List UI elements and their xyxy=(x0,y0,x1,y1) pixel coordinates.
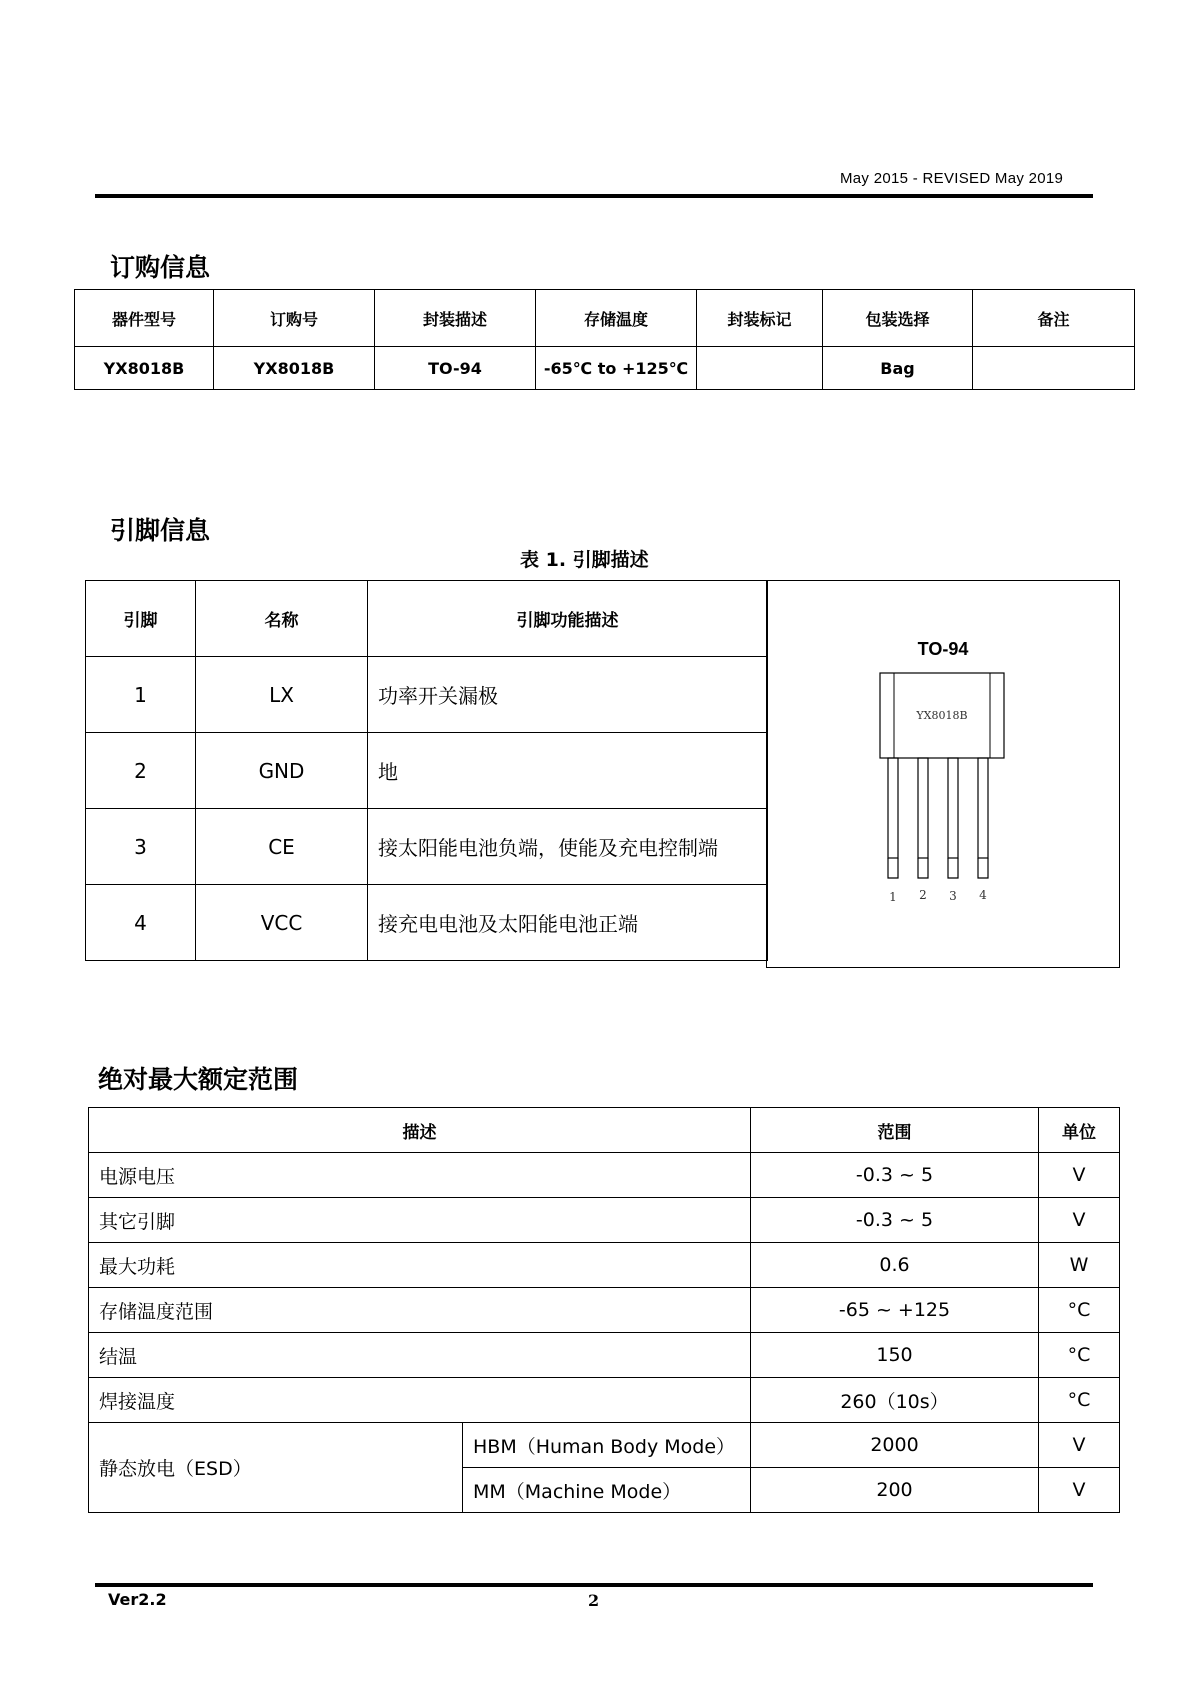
param-range: -0.3 ~ 5 xyxy=(751,1153,1039,1198)
pin-info-title: 引脚信息 xyxy=(110,516,211,545)
storage-temp: -65℃ to +125℃ xyxy=(536,347,697,390)
param-range: 150 xyxy=(751,1333,1039,1378)
ordering-header-row xyxy=(75,290,1135,347)
ordering-col-header: 包装选择 xyxy=(823,290,973,347)
param-desc: 焊接温度 xyxy=(89,1378,751,1423)
esd-value: 200 xyxy=(751,1468,1039,1513)
esd-value: 2000 xyxy=(751,1423,1039,1468)
table-row xyxy=(89,1333,1120,1378)
esd-mode: MM（Machine Mode） xyxy=(463,1468,751,1513)
param-desc: 结温 xyxy=(89,1333,751,1378)
pin-number: 3 xyxy=(86,809,196,885)
ordering-col-header: 备注 xyxy=(973,290,1135,347)
lead-2 xyxy=(918,758,928,858)
table-row xyxy=(86,657,768,733)
ordering-col-header: 存储温度 xyxy=(536,290,697,347)
table-caption: 表 1. 引脚描述 xyxy=(520,549,649,571)
device-model: YX8018B xyxy=(75,347,214,390)
table-row xyxy=(89,1153,1120,1198)
abs-max-col-header: 描述 xyxy=(89,1108,751,1153)
param-desc: 电源电压 xyxy=(89,1153,751,1198)
pin-label: 4 xyxy=(979,888,987,902)
pin-number: 2 xyxy=(86,733,196,809)
table-row xyxy=(75,347,1135,390)
package-title: TO-94 xyxy=(917,639,969,659)
to94-package-diagram xyxy=(767,581,1119,967)
param-desc: 最大功耗 xyxy=(89,1243,751,1288)
pin-function: 接太阳能电池负端，使能及充电控制端 xyxy=(368,809,768,885)
table-row xyxy=(89,1243,1120,1288)
lead-tip-4 xyxy=(978,858,988,878)
table-row xyxy=(86,885,768,961)
param-range: 0.6 xyxy=(751,1243,1039,1288)
lead-tip-3 xyxy=(948,858,958,878)
esd-mode: HBM（Human Body Mode） xyxy=(463,1423,751,1468)
pin-col-header: 引脚 xyxy=(86,581,196,657)
pin-function: 接充电电池及太阳能电池正端 xyxy=(368,885,768,961)
package-figure xyxy=(766,580,1120,968)
page-number: 2 xyxy=(588,1591,600,1610)
esd-label: 静态放电（ESD） xyxy=(89,1423,463,1513)
lead-tip-2 xyxy=(918,858,928,878)
lead-3 xyxy=(948,758,958,858)
package-leads xyxy=(888,758,988,878)
version-label: Ver2.2 xyxy=(108,1590,167,1609)
table-row xyxy=(86,809,768,885)
abs-max-col-header: 范围 xyxy=(751,1108,1039,1153)
pin-table xyxy=(85,580,768,961)
packing-option: Bag xyxy=(823,347,973,390)
param-unit: V xyxy=(1039,1198,1120,1243)
table-row xyxy=(89,1423,1120,1468)
package-marking: YX8018B xyxy=(916,709,968,722)
lead-tip-1 xyxy=(888,858,898,878)
pin-name: GND xyxy=(196,733,368,809)
package-desc: TO-94 xyxy=(375,347,536,390)
package-marking xyxy=(697,347,823,390)
pin-col-header: 名称 xyxy=(196,581,368,657)
pin-function: 地 xyxy=(368,733,768,809)
param-unit: °C xyxy=(1039,1333,1120,1378)
pin-name: VCC xyxy=(196,885,368,961)
table-row xyxy=(89,1378,1120,1423)
pin-label: 2 xyxy=(919,888,927,902)
pin-label: 3 xyxy=(949,889,957,903)
lead-4 xyxy=(978,758,988,858)
pin-function: 功率开关漏极 xyxy=(368,657,768,733)
param-unit: W xyxy=(1039,1243,1120,1288)
footer-rule xyxy=(95,1583,1093,1587)
ordering-col-header: 订购号 xyxy=(214,290,375,347)
abs-max-table xyxy=(88,1107,1120,1513)
lead-1 xyxy=(888,758,898,858)
ordering-title: 订购信息 xyxy=(110,253,211,282)
ordering-col-header: 封装描述 xyxy=(375,290,536,347)
order-number: YX8018B xyxy=(214,347,375,390)
esd-unit: V xyxy=(1039,1468,1120,1513)
param-range: 260（10s） xyxy=(751,1378,1039,1423)
remarks xyxy=(973,347,1135,390)
header-rule xyxy=(95,194,1093,198)
ordering-table xyxy=(74,289,1135,390)
param-desc: 存储温度范围 xyxy=(89,1288,751,1333)
abs-max-header-row xyxy=(89,1108,1120,1153)
pin-number: 1 xyxy=(86,657,196,733)
pin-number: 4 xyxy=(86,885,196,961)
table-row xyxy=(86,733,768,809)
param-unit: °C xyxy=(1039,1288,1120,1333)
revision-date: May 2015 - REVISED May 2019 xyxy=(840,170,1064,187)
ordering-col-header: 封装标记 xyxy=(697,290,823,347)
esd-unit: V xyxy=(1039,1423,1120,1468)
ordering-col-header: 器件型号 xyxy=(75,290,214,347)
param-unit: °C xyxy=(1039,1378,1120,1423)
pin-label: 1 xyxy=(889,890,897,904)
param-desc: 其它引脚 xyxy=(89,1198,751,1243)
abs-max-title: 绝对最大额定范围 xyxy=(98,1065,299,1094)
pin-name: LX xyxy=(196,657,368,733)
param-range: -0.3 ~ 5 xyxy=(751,1198,1039,1243)
pin-col-header: 引脚功能描述 xyxy=(368,581,768,657)
pin-name: CE xyxy=(196,809,368,885)
param-unit: V xyxy=(1039,1153,1120,1198)
table-row xyxy=(89,1198,1120,1243)
pin-header-row xyxy=(86,581,768,657)
param-range: -65 ~ +125 xyxy=(751,1288,1039,1333)
abs-max-col-header: 单位 xyxy=(1039,1108,1120,1153)
table-row xyxy=(89,1288,1120,1333)
